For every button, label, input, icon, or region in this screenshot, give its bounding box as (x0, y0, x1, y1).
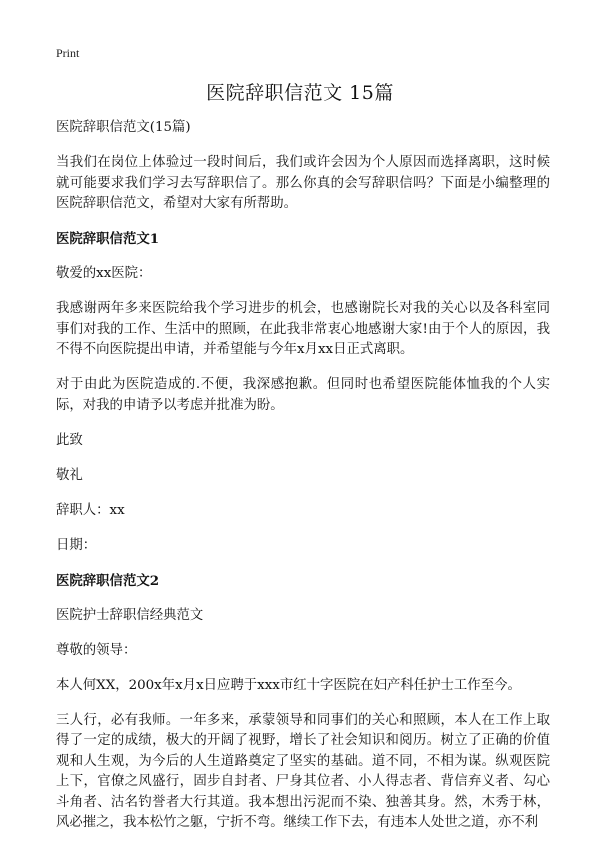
print-label: Print (56, 46, 80, 60)
document-subtitle: 医院辞职信范文(15篇) (56, 120, 191, 135)
section-heading-1: 医院辞职信范文1 (56, 231, 160, 247)
date-line: 日期： (56, 537, 97, 553)
paragraph-1-1: 我感谢两年多来医院给我个学习进步的机会，也感谢院长对我的关心以及各科室同事们对我的工作、生活中的照顾，在此我非常衷心地感谢大家!由于个人的原因，我不得不向医院提出申请，并希望能与今年x月xx日正式离职。 (56, 301, 550, 357)
salutation-1: 敬爱的xx医院： (56, 266, 152, 281)
salutation-2: 尊敬的领导： (56, 642, 137, 658)
intro-paragraph: 当我们在岗位上体验过一段时间后，我们或许会因为个人原因而选择离职，这时候就可能要求我们学习去写辞职信了。那么你真的会写辞职信吗？下面是小编整理的医院辞职信范文，希望对大家有所帮助。 (56, 155, 550, 211)
page-title: 医院辞职信范文 15篇 (206, 82, 394, 104)
section-heading-2: 医院辞职信范文2 (56, 572, 160, 589)
signer: 辞职人：xx (56, 502, 125, 518)
closing-2: 敬礼 (56, 467, 83, 483)
document-body (56, 118, 550, 848)
paragraph-2-1: 本人何XX，200x年x月x日应聘于xxx市红十字医院在妇产科任护士工作至今。 (56, 677, 521, 693)
paragraph-1-2: 对于由此为医院造成的.不便，我深感抱歉。但同时也希望医院能体恤我的个人实际，对我的申请予以考虑并批准为盼。 (56, 377, 550, 413)
section-subtitle-2: 医院护士辞职信经典范文 (56, 607, 204, 623)
closing-1: 此致 (56, 432, 83, 448)
paragraph-2-2: 三人行，必有我师。一年多来，承蒙领导和同事们的关心和照顾，本人在工作上取得了一定的成绩，极大的开阔了视野，增长了社会知识和阅历。树立了正确的价值观和人生观，为今后的人生道路奠定了坚实的基础。道不同，不相为谋。纵观医院上下，官僚之风盛行，固步自封者、尸身其位者、小人得志者、背信弃义者、勾心斗角者、沽名钓誉者大行其道。我本想出污泥而不染、独善其身。然，木秀于林，风必摧之，我本松竹之躯，宁折不弯。继续工作下去，有违本人处世之道，亦不利 (56, 712, 550, 830)
